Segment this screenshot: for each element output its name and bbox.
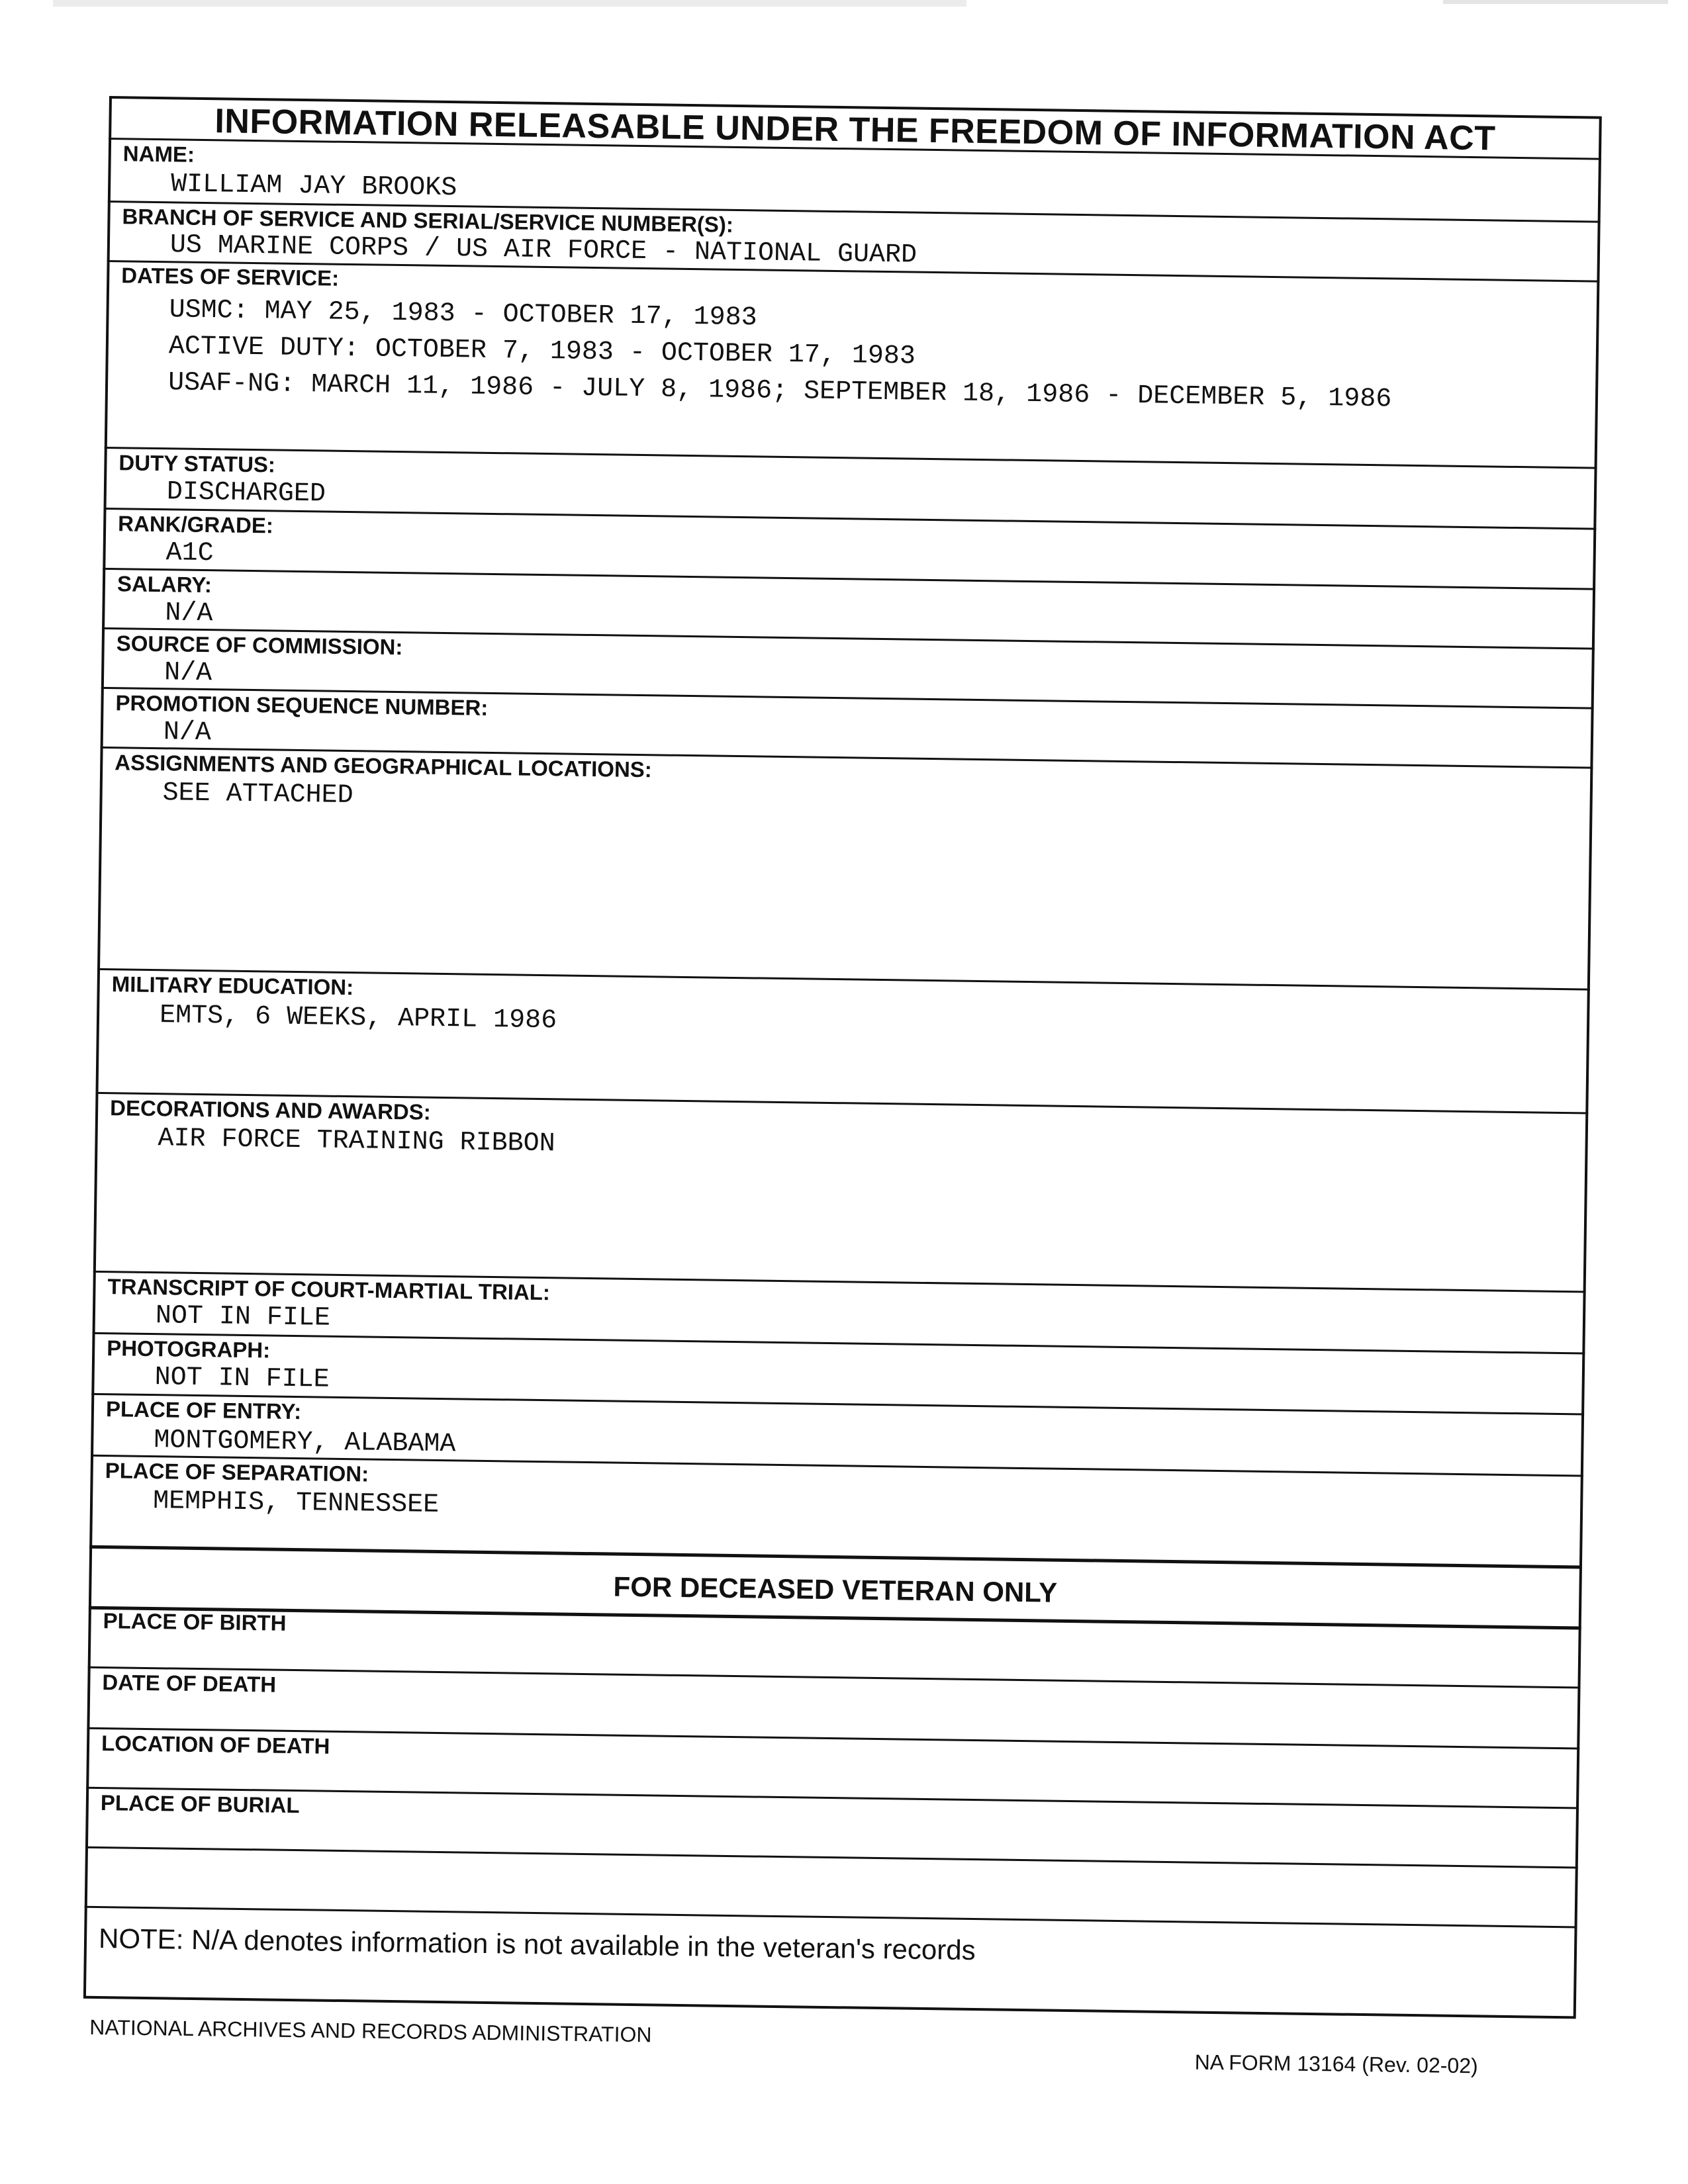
- decorations-awards-value: AIR FORCE TRAINING RIBBON: [158, 1124, 555, 1160]
- rank-grade-label: RANK/GRADE:: [117, 511, 274, 538]
- photograph-label: PHOTOGRAPH:: [106, 1336, 271, 1363]
- military-education-label: MILITARY EDUCATION:: [111, 972, 354, 1000]
- date-of-death-label: DATE OF DEATH: [102, 1670, 277, 1697]
- scan-edge-shadow-right: [1443, 0, 1668, 4]
- location-of-death-label: LOCATION OF DEATH: [101, 1731, 330, 1758]
- dates-usmc-value: USMC: MAY 25, 1983 - OCTOBER 17, 1983: [169, 295, 757, 334]
- name-value: WILLIAM JAY BROOKS: [170, 169, 457, 204]
- assignments-label: ASSIGNMENTS AND GEOGRAPHICAL LOCATIONS:: [115, 750, 653, 782]
- place-of-burial-label: PLACE OF BURIAL: [100, 1790, 300, 1818]
- duty-status-value: DISCHARGED: [166, 477, 326, 510]
- branch-value: US MARINE CORPS / US AIR FORCE - NATIONAL GUARD: [169, 230, 917, 271]
- place-of-separation-label: PLACE OF SEPARATION:: [105, 1458, 369, 1486]
- promotion-sequence-label: PROMOTION SEQUENCE NUMBER:: [115, 690, 489, 720]
- place-of-separation-value: MEMPHIS, TENNESSEE: [152, 1486, 440, 1520]
- deceased-section-heading: FOR DECEASED VETERAN ONLY: [613, 1570, 1058, 1608]
- military-education-value: EMTS, 6 WEEKS, APRIL 1986: [159, 1001, 557, 1036]
- form-title: INFORMATION RELEASABLE UNDER THE FREEDOM OF INFORMATION ACT: [214, 102, 1496, 158]
- dates-of-service-label: DATES OF SERVICE:: [121, 263, 340, 291]
- photograph-value: NOT IN FILE: [154, 1363, 330, 1395]
- place-of-birth-label: PLACE OF BIRTH: [103, 1608, 287, 1635]
- dates-active-duty-value: ACTIVE DUTY: OCTOBER 7, 1983 - OCTOBER 17, 1983: [168, 332, 916, 372]
- promotion-sequence-value: N/A: [163, 717, 212, 749]
- note-text: NOTE: N/A denotes information is not available in the veteran's records: [98, 1923, 976, 1966]
- salary-value: N/A: [165, 598, 213, 629]
- court-martial-label: TRANSCRIPT OF COURT-MARTIAL TRIAL:: [107, 1274, 551, 1305]
- place-of-entry-label: PLACE OF ENTRY:: [105, 1396, 302, 1424]
- form-number-footer: NA FORM 13164 (Rev. 02-02): [1194, 2050, 1478, 2078]
- foia-form: [83, 96, 1602, 2078]
- duty-status-label: DUTY STATUS:: [118, 450, 276, 477]
- court-martial-value: NOT IN FILE: [155, 1301, 331, 1334]
- branch-label: BRANCH OF SERVICE AND SERIAL/SERVICE NUMBER(S):: [122, 204, 734, 237]
- source-of-commission-value: N/A: [164, 658, 212, 689]
- dates-usaf-ng-value: USAF-NG: MARCH 11, 1986 - JULY 8, 1986; SEPTEMBER 18, 1986 - DECEMBER 5, 1986: [167, 368, 1392, 415]
- assignments-value: SEE ATTACHED: [162, 778, 353, 811]
- agency-footer: NATIONAL ARCHIVES AND RECORDS ADMINISTRATION: [89, 2015, 652, 2047]
- name-label: NAME:: [122, 141, 195, 167]
- scan-edge-shadow: [53, 0, 966, 7]
- decorations-awards-label: DECORATIONS AND AWARDS:: [109, 1095, 432, 1124]
- place-of-entry-value: MONTGOMERY, ALABAMA: [154, 1426, 456, 1460]
- salary-label: SALARY:: [117, 571, 212, 598]
- rank-grade-value: A1C: [165, 538, 214, 569]
- source-of-commission-label: SOURCE OF COMMISSION:: [116, 631, 403, 660]
